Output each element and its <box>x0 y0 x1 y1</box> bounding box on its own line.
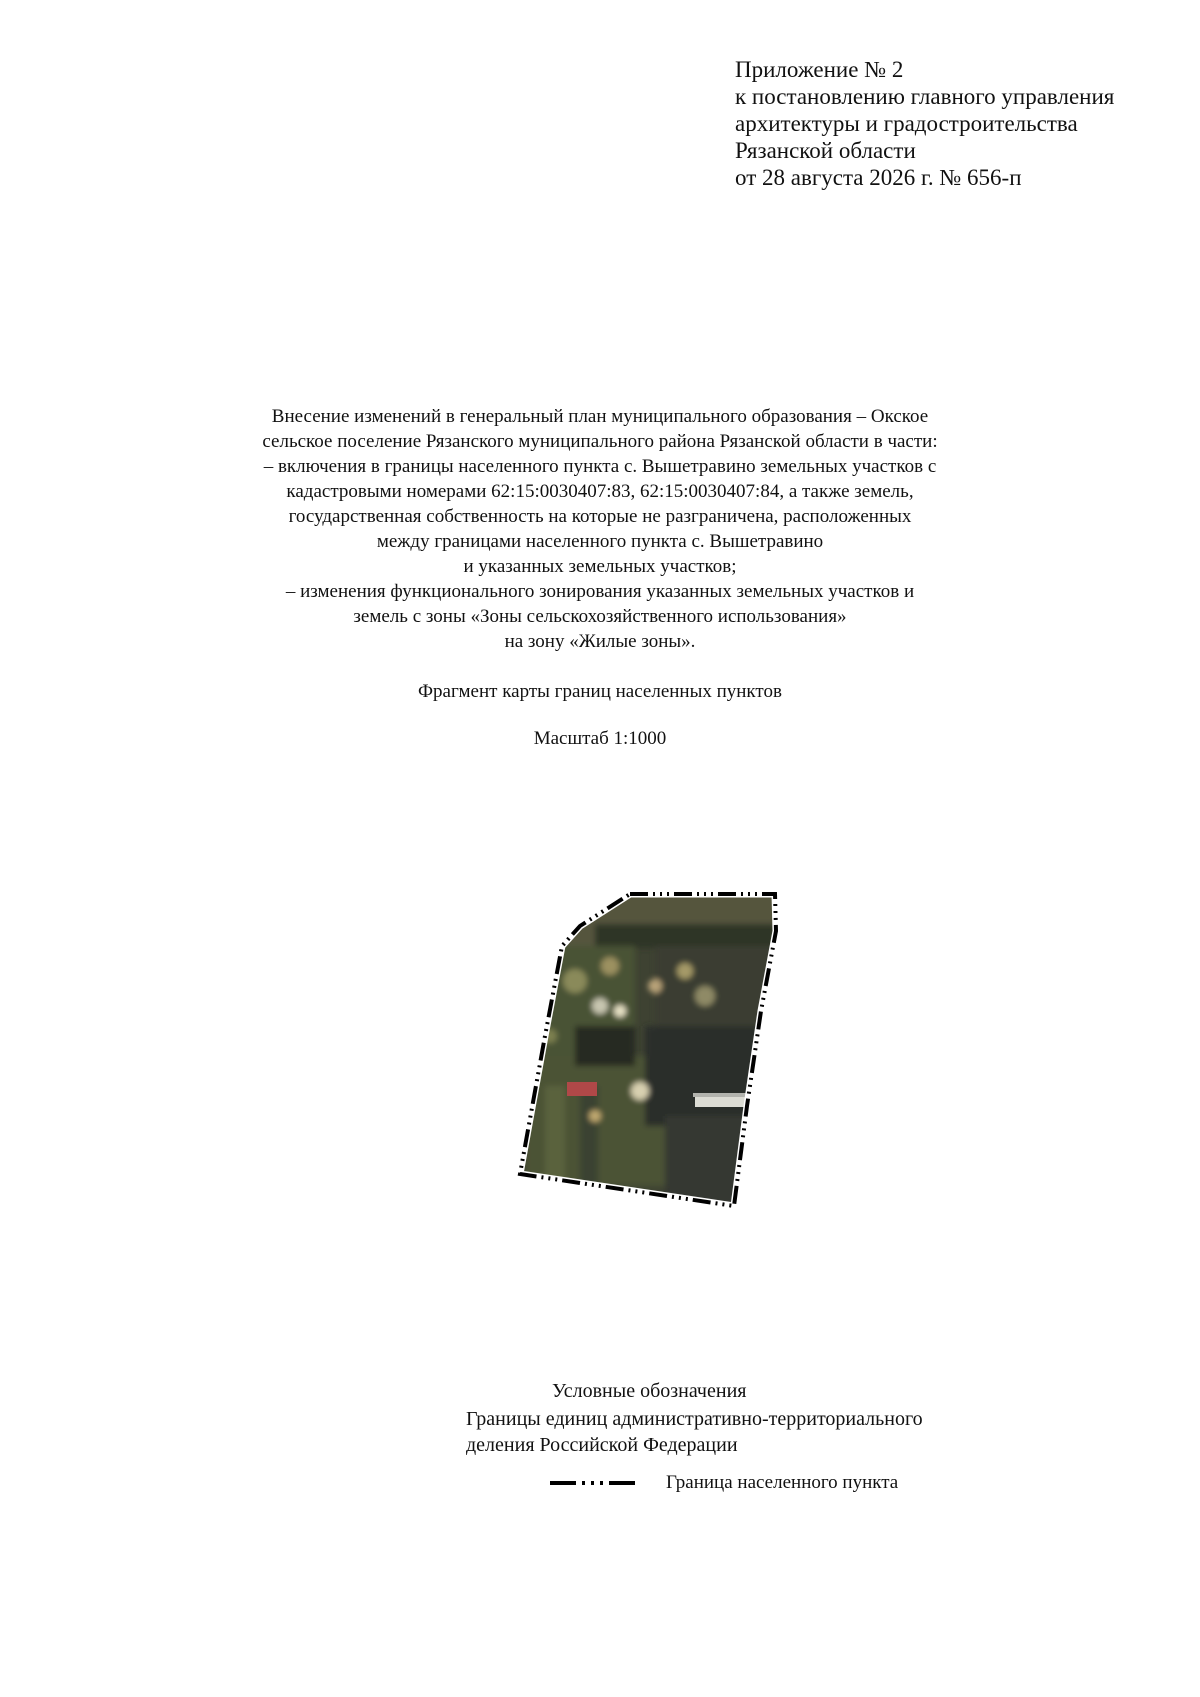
title-line: между границами населенного пункта с. Вышетравино <box>376 531 824 552</box>
appendix-line: Рязанской области <box>735 138 916 163</box>
map-fragment-caption: Фрагмент карты границ населенных пунктов <box>418 681 782 702</box>
appendix-line: архитектуры и градостроительства <box>735 111 1078 136</box>
appendix-header <box>735 56 1175 191</box>
appendix-line: Приложение № 2 <box>735 57 904 82</box>
appendix-line: к постановлению главного управления <box>735 84 1115 109</box>
satellite-imagery <box>505 886 785 1216</box>
document-title <box>200 404 1000 654</box>
legend-heading-line: Границы единиц административно-территориального <box>466 1408 923 1430</box>
title-line: и указанных земельных участков; <box>463 556 737 577</box>
appendix-line: от 28 августа 2026 г. № 656-п <box>735 165 1022 190</box>
title-line: земель с зоны «Зоны сельскохозяйственного использования» <box>353 606 847 627</box>
legend-title: Условные обозначения <box>552 1380 747 1402</box>
title-line: – изменения функционального зонирования указанных земельных участков и <box>285 581 915 602</box>
settlement-boundary-line-icon <box>548 1474 638 1492</box>
legend-item <box>548 1470 1048 1496</box>
legend-heading-line: деления Российской Федерации <box>466 1434 738 1456</box>
map-fragment <box>505 886 785 1216</box>
title-line: на зону «Жилые зоны». <box>504 631 696 652</box>
title-line: сельское поселение Рязанского муниципального района Рязанской области в части: <box>262 431 938 452</box>
legend-heading <box>466 1406 1026 1458</box>
map-scale-caption: Масштаб 1:1000 <box>533 728 667 749</box>
title-line: кадастровыми номерами 62:15:0030407:83, 62:15:0030407:84, а также земель, <box>286 481 914 502</box>
legend-item-label: Граница населенного пункта <box>666 1472 899 1493</box>
satellite-map-image <box>505 886 785 1216</box>
title-line: Внесение изменений в генеральный план муниципального образования – Окское <box>271 406 929 427</box>
title-line: государственная собственность на которые не разграничена, расположенных <box>288 506 912 527</box>
title-line: – включения в границы населенного пункта с. Вышетравино земельных участков с <box>263 456 937 477</box>
